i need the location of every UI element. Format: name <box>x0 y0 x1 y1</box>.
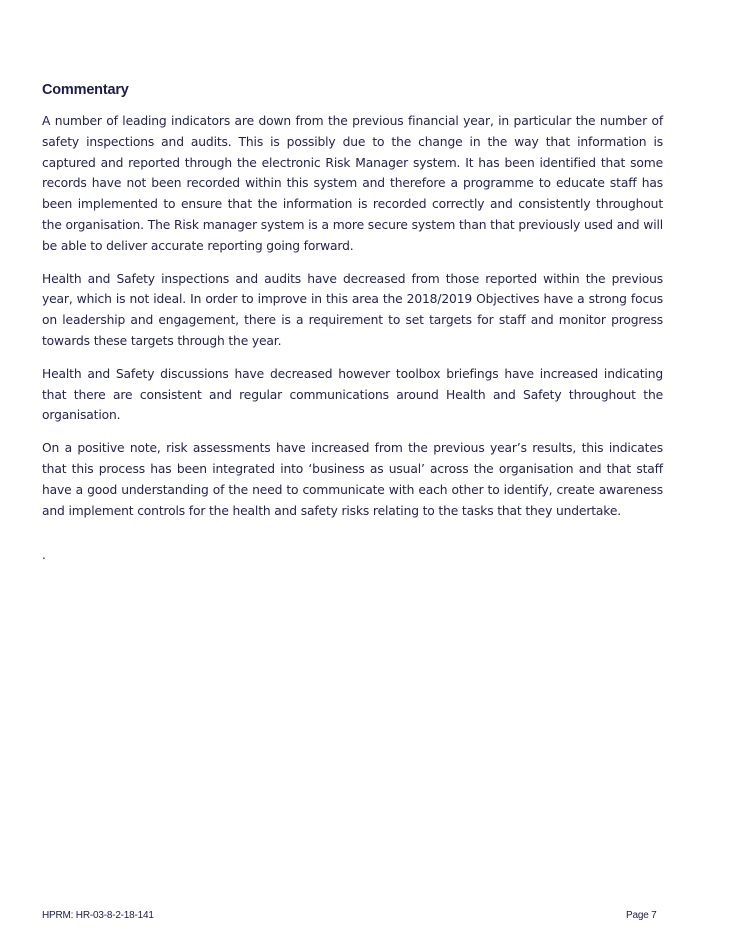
commentary-section <box>42 82 663 533</box>
footer-reference: HPRM: HR-03-8-2-18-141 <box>42 910 154 921</box>
paragraph-leading-indicators: A number of leading indicators are down from the previous financial year, in particular the number of safety inspections and audits. This is possibly due to the change in the way that information is captured and reported through the electronic Risk Manager system. It has been identified that some records have not been recorded within this system and therefore a programme to educate staff has been implemented to ensure that the information is recorded correctly and consistently throughout the organisation. The Risk manager system is a more secure system than that previously used and will be able to deliver accurate reporting going forward. <box>42 114 663 253</box>
trailing-period: . <box>42 548 46 562</box>
paragraph-inspections-audits: Health and Safety inspections and audits have decreased from those reported within the previous year, which is not ideal. In order to improve in this area the 2018/2019 Objectives have a strong focus on leadership and engagement, there is a requirement to set targets for staff and monitor progress towards these targets through the year. <box>42 271 663 348</box>
footer-page-number: Page 7 <box>626 910 657 921</box>
section-heading: Commentary <box>42 82 129 98</box>
paragraph-risk-assessments: On a positive note, risk assessments have increased from the previous year’s results, this indicates that this process has been integrated into ‘business as usual’ across the organisation and that staff have a good understanding of the need to communicate with each other to identify, create awareness and implement controls for the health and safety risks relating to the tasks that they undertake. <box>42 441 663 518</box>
paragraph-discussions-briefings: Health and Safety discussions have decreased however toolbox briefings have increased indicating that there are consistent and regular communications around Health and Safety throughout the organisation. <box>42 366 663 423</box>
